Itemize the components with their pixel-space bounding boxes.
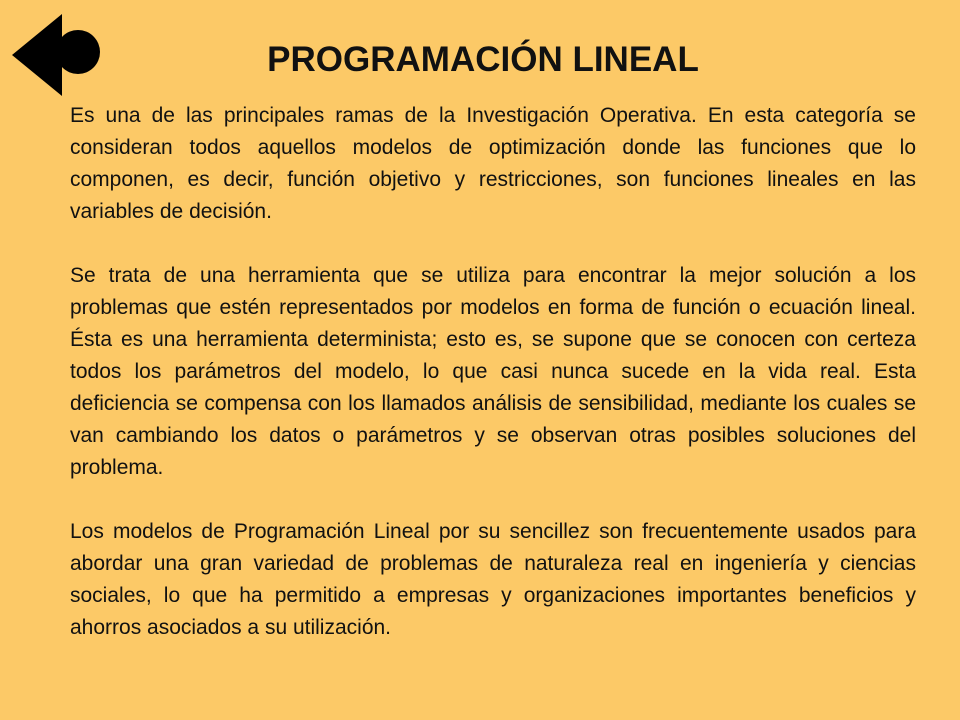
paragraph-applications: Los modelos de Programación Lineal por su sencillez son frecuentemente usados para abordar una gran variedad de problemas de naturaleza real en ingeniería y ciencias sociales, lo que ha permitido a empresas y organizaciones importantes beneficios y ahorros asociados a su utilización. [70,520,916,639]
paragraph-definition: Es una de las principales ramas de la Investigación Operativa. En esta categoría se consideran todos aquellos modelos de optimización donde las funciones que lo componen, es decir, función objetivo y restricciones, son funciones lineales en las variables de decisión. [70,104,916,223]
slide-body [70,100,916,676]
paragraph-tool-description: Se trata de una herramienta que se utiliza para encontrar la mejor solución a los problemas que estén representados por modelos en forma de función o ecuación lineal. Ésta es una herramienta determinista; esto es, se supone que se conocen con certeza todos los parámetros del modelo, lo que casi nunca sucede en la vida real. Esta deficiencia se compensa con los llamados análisis de sensibilidad, mediante los cuales se van cambiando los datos o parámetros y se observan otras posibles soluciones del problema. [70,264,916,479]
page-title: PROGRAMACIÓN LINEAL [267,40,699,79]
